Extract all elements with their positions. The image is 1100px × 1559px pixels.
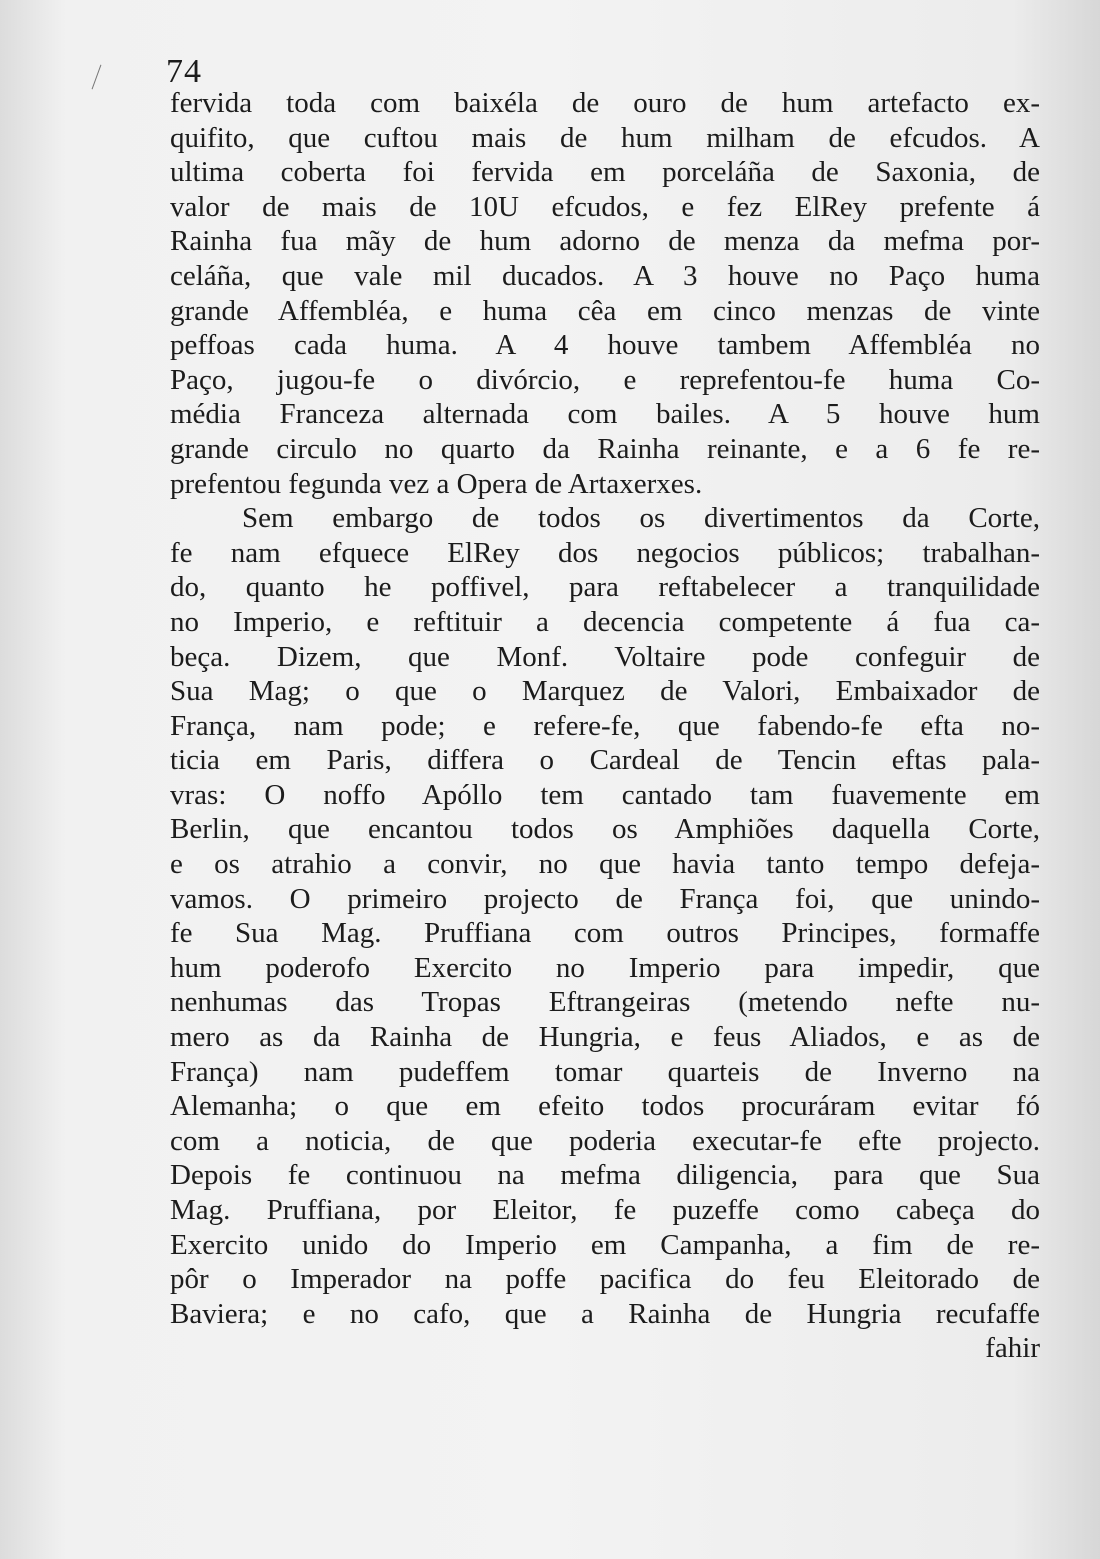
text-line: fervida toda com baixéla de ouro de hum artefacto ex- bbox=[170, 87, 1040, 119]
text-line: grande Affembléa, e huma cêa em cinco menzas de vinte bbox=[170, 294, 1040, 327]
text-line: peffoas cada huma. A 4 houve tambem Affembléa no bbox=[170, 329, 1040, 362]
text-line: vras: O noffo Apóllo tem cantado tam fuavemente em bbox=[170, 778, 1040, 811]
page-number: 74 bbox=[166, 53, 202, 90]
text-line: ticia em Paris, differa o Cardeal de Tencin eftas pala- bbox=[170, 744, 1040, 777]
text-line: Mag. Pruffiana, por Eleitor, fe puzeffe como cabeça do bbox=[170, 1194, 1040, 1226]
text-line: Exercito unido do Imperio em Campanha, a fim de re- bbox=[170, 1228, 1040, 1261]
text-line: vamos. O primeiro projecto de França foi, que unindo- bbox=[170, 882, 1040, 915]
text-line: no Imperio, e reftituir a decencia competente á fua ca- bbox=[170, 605, 1040, 638]
text-line: França) nam pudeffem tomar quarteis de Inverno na bbox=[170, 1055, 1040, 1088]
text-line: quifito, que cuftou mais de hum milham de efcudos. A bbox=[170, 121, 1040, 154]
text-line: mero as da Rainha de Hungria, e feus Aliados, e as de bbox=[170, 1021, 1040, 1054]
text-line: Rainha fua mãy de hum adorno de menza da mefma por- bbox=[170, 225, 1040, 258]
text-line: prefentou fegunda vez a Opera de Artaxerxes. bbox=[170, 467, 703, 500]
text-line: média Franceza alternada com bailes. A 5 houve hum bbox=[170, 398, 1040, 431]
margin-pen-mark bbox=[92, 65, 102, 90]
text-line: beça. Dizem, que Monf. Voltaire pode confeguir de bbox=[170, 640, 1040, 673]
text-line: Depois fe continuou na mefma diligencia, para que Sua bbox=[170, 1159, 1040, 1192]
text-line: pôr o Imperador na poffe pacifica do feu Eleitorado de bbox=[170, 1263, 1040, 1296]
text-line: França, nam pode; e refere-fe, que fabendo-fe efta no- bbox=[170, 709, 1040, 742]
paragraph-start-line: Sem embargo de todos os divertimentos da Corte, bbox=[242, 502, 1040, 535]
text-line: Alemanha; o que em efeito todos procuráram evitar fó bbox=[170, 1090, 1040, 1123]
text-line: hum poderofo Exercito no Imperio para impedir, que bbox=[170, 951, 1040, 984]
text-line: e os atrahio a convir, no que havia tanto tempo defeja- bbox=[170, 848, 1040, 881]
text-line: Berlin, que encantou todos os Amphiões daquella Corte, bbox=[170, 813, 1040, 846]
text-line: ultima coberta foi fervida em porceláña de Saxonia, de bbox=[170, 156, 1040, 189]
body-text bbox=[170, 86, 1040, 1366]
text-line: Sua Mag; o que o Marquez de Valori, Embaixador de bbox=[170, 675, 1040, 708]
text-line: grande circulo no quarto da Rainha reinante, e a 6 fe re- bbox=[170, 432, 1040, 465]
text-line: fe nam efquece ElRey dos negocios públicos; trabalhan- bbox=[170, 536, 1040, 569]
text-line: Baviera; e no cafo, que a Rainha de Hungria recufaffe bbox=[170, 1297, 1040, 1330]
text-line: fe Sua Mag. Pruffiana com outros Principes, formaffe bbox=[170, 917, 1040, 950]
catchword: fahir bbox=[985, 1332, 1040, 1365]
text-line: nenhumas das Tropas Eftrangeiras (metendo nefte nu- bbox=[170, 986, 1040, 1019]
text-line: celáña, que vale mil ducados. A 3 houve no Paço huma bbox=[170, 259, 1040, 292]
text-line: com a noticia, de que poderia executar-fe efte projecto. bbox=[170, 1124, 1040, 1157]
text-line: valor de mais de 10U efcudos, e fez ElRey prefente á bbox=[170, 190, 1040, 223]
text-line: do, quanto he poffivel, para reftabelecer a tranquilidade bbox=[170, 571, 1040, 604]
text-line: Paço, jugou-fe o divórcio, e reprefentou-fe huma Co- bbox=[170, 363, 1040, 396]
